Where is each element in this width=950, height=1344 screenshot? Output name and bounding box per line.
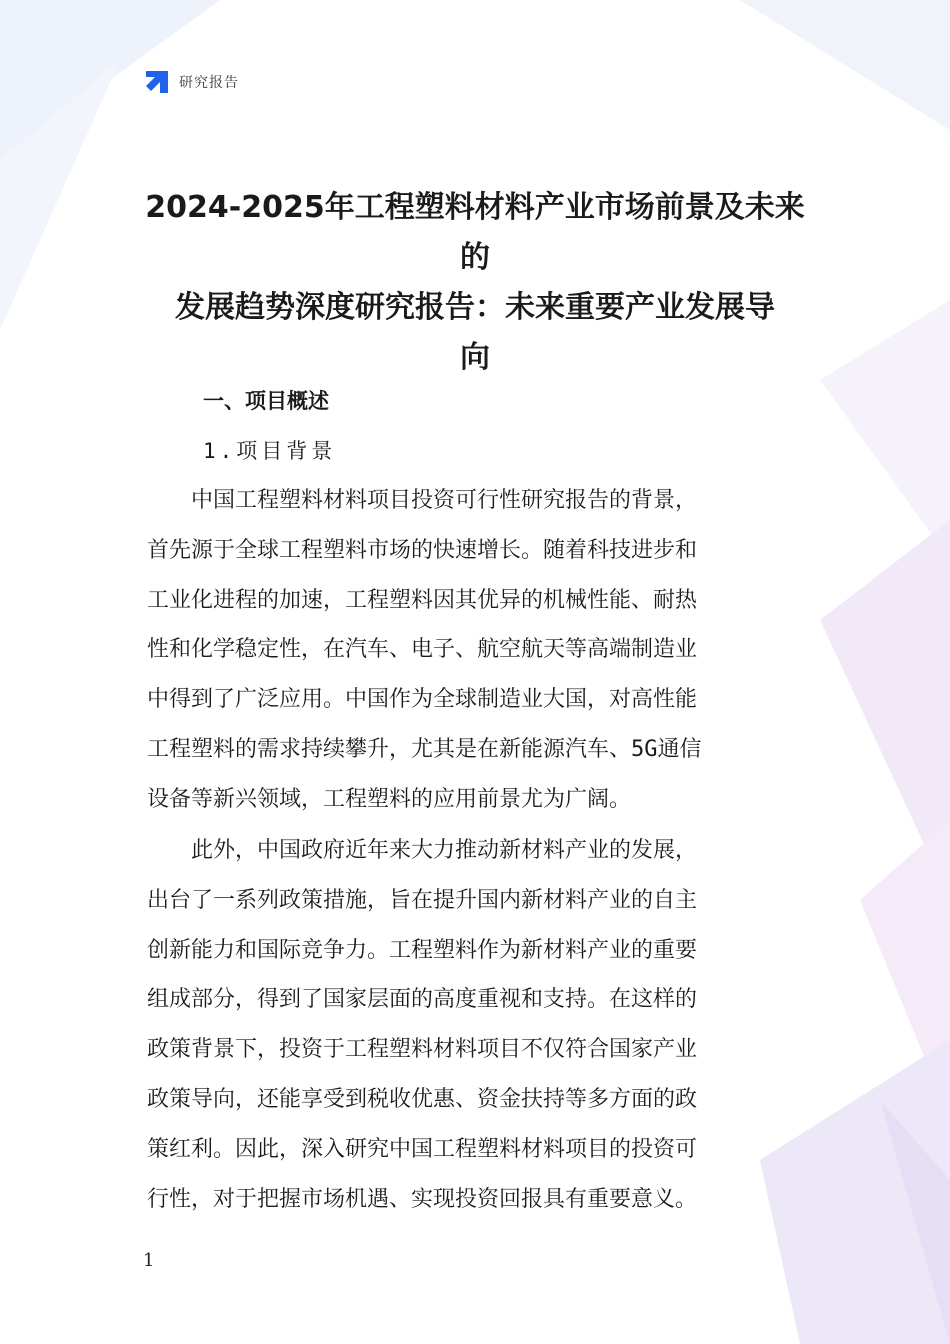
title-line: 向 [460,340,490,375]
title-line: 发展趋势深度研究报告：未来重要产业发展导 [175,290,775,325]
paragraph-line: 此外，中国政府近年来大力推动新材料产业的发展， [147,838,698,863]
paragraph-line: 性和化学稳定性，在汽车、电子、航空航天等高端制造业 [147,637,698,663]
paragraph [147,826,807,1224]
report-title [140,183,810,383]
report-header [143,68,239,96]
brand-label: 研究报告 [179,75,239,91]
section-heading: 一、项目概述 [203,389,329,413]
subsection-heading: 1.项目背景 [203,439,337,463]
paragraph-line: 政策背景下，投资于工程塑料材料项目不仅符合国家产业 [147,1037,698,1063]
paragraph-line: 工业化进程的加速，工程塑料因其优异的机械性能、耐热 [147,587,698,613]
paragraph-line: 策红利。因此，深入研究中国工程塑料材料项目的投资可 [147,1136,698,1162]
paragraph-line: 创新能力和国际竞争力。工程塑料作为新材料产业的重要 [147,937,698,963]
paragraph-line: 政策导向，还能享受到税收优惠、资金扶持等多方面的政 [147,1086,698,1112]
paragraph-line: 出台了一系列政策措施，旨在提升国内新材料产业的自主 [147,887,698,913]
arrow-up-right-icon [143,68,171,96]
paragraph-line: 工程塑料的需求持续攀升，尤其是在新能源汽车、5G通信 [147,736,702,762]
paragraph-line: 行性，对于把握市场机遇、实现投资回报具有重要意义。 [147,1186,698,1212]
paragraph-line: 组成部分，得到了国家层面的高度重视和支持。在这样的 [147,987,698,1013]
paragraph-line: 中国工程塑料材料项目投资可行性研究报告的背景， [147,488,698,513]
paragraph-line: 设备等新兴领域，工程塑料的应用前景尤为广阔。 [147,786,632,812]
page-number: 1 [143,1250,155,1271]
title-line: 2024-2025年工程塑料材料产业市场前景及未来的 [145,190,805,275]
paragraph-line: 中得到了广泛应用。中国作为全球制造业大国，对高性能 [147,687,698,713]
paragraph [147,476,807,825]
paragraph-line: 首先源于全球工程塑料市场的快速增长。随着科技进步和 [147,537,698,563]
